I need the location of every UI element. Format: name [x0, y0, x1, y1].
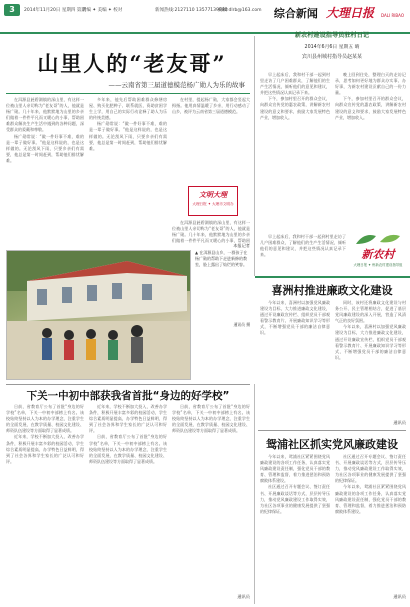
xizhou-story-paragraph: 同时，该村还将廉政文化建设与村务公开、民主管理相结合，促进了基层党风廉政建设的深入开展，营造了风清气正的良好氛围。 — [335, 300, 406, 324]
page-number-badge: 3 — [4, 4, 20, 16]
main-story-paragraph: 杨广勋常说：“做一件好事不难，难的是一辈子做好事。”他是这样说的，也是这样做的。无论刮风下雨，只要乡亲们有需要，他总是第一时间赶到，帮助他们排忧解难。 — [6, 133, 84, 163]
sidebar-rule — [255, 276, 410, 278]
xizhou-story-paragraph: 今年以来，喜洲村以加强党风廉政建设为目标，大力推进廉政文化建设，通过开设廉政宣传栏、组织党员干部观看警示教育片、开展廉政知识学习等形式，不断增强党员干部的廉洁自律意识。 — [335, 324, 406, 360]
section-name: 综合新闻 — [273, 7, 318, 20]
main-story-paragraph: 在洱源县茈碧湖镇的深山里，有这样一位被山里人亲切称为“老友哥”的人，他就是杨广勋。几十年来，他默默地为山里的乡亲们做着一件件平凡而又暖心的小事，帮助困 — [172, 220, 250, 244]
lujun-story-paragraph: 今年以来，鸳浦社区紧紧围绕党风廉政建设的各项工作任务，认真落实党风廉政建设责任制，强化党员干部的教育、管理和监督，着力推进惩治和预防腐败体系建设。 — [335, 484, 406, 514]
story-rule — [258, 430, 406, 431]
news-photo — [6, 250, 191, 380]
sidebar-date: 2014年6月6日 星期五 晴 — [304, 45, 360, 50]
sidebar-paragraph: 晚上回到住处，整理白天的走访记录，思考如何更好地为群众办实事、办好事，为新农村建设贡献自己的一份力量。 — [335, 72, 406, 96]
xizhou-story-column-1 — [260, 300, 330, 424]
school-story-paragraph: 日前，省教育厅公布了首批“身边的好学校”名单，下关一中初中部榜上有名。该校始终坚持以人为本的办学理念，注重学生的全面发展，在教学质量、校园文化建设、师资队伍建设等方面取得了显著成绩。 — [89, 434, 167, 464]
issue-date: 2014年11月20日 星期四 第期 — [24, 8, 86, 13]
editor-credits: 责编 ✦ 美编 ✦ 校对 — [82, 8, 123, 13]
new-countryside-badge — [350, 230, 406, 270]
paper-pinyin: DALI RIBAO — [381, 13, 404, 18]
main-story-column-2 — [89, 97, 167, 247]
main-story-paragraph: 杨广勋常说：“做一件好事不难，难的是一辈子做好事。”他是这样说的，也是这样做的。无论刮风下雨，只要乡亲们有需要，他总是第一时间赶到，帮助他们排忧解难。 — [89, 121, 167, 151]
xizhou-story-headline: 喜洲村推进廉政文化建设 — [271, 284, 393, 297]
contribution-email: 投稿:dlrb@163.com — [218, 8, 262, 13]
masthead — [274, 2, 404, 20]
headline-rule — [6, 93, 250, 94]
section-rule — [6, 384, 250, 385]
stamp-subtitle: 大理日报 ✦ 大理市文明办 — [192, 202, 234, 206]
sidebar-column-tail — [260, 234, 346, 274]
sidebar-header — [258, 26, 406, 70]
school-story-column-2 — [89, 404, 167, 600]
sidebar-column-2 — [335, 72, 406, 228]
lujun-story-headline: 鸳浦社区抓实党风廉政建设 — [266, 438, 398, 451]
lujun-story-paragraph: 社区通过召开专题会议、签订责任书、开展廉政谈话等方式，层层传导压力，推动党风廉政建设工作取得实效，为社区各项事业的健康发展提供了坚强的纪律保证。 — [260, 484, 330, 514]
main-story-headline: 山里人的“老友哥” — [37, 51, 227, 76]
news-hotline: 新闻热线:2127110 13577139880 — [155, 8, 228, 13]
paper-name: 大理日报 — [325, 6, 374, 20]
lujun-story-column-1 — [260, 454, 330, 598]
stamp-title: 文明大理 — [199, 190, 227, 199]
school-story-column-3 — [172, 404, 250, 592]
civilization-stamp — [188, 186, 238, 216]
sidebar-paragraph: 早上起床后，我和村干部一起到村里走访了几户困难群众，了解他们的生产生活情况，倾听他们的意见和建议，并把这些情况认真记录下来。 — [260, 72, 330, 96]
lujun-story-paragraph: 社区通过召开专题会议、签订责任书、开展廉政谈话等方式，层层传导压力，推动党风廉政建设工作取得实效，为社区各项事业的健康发展提供了坚强的纪律保证。 — [335, 454, 406, 484]
lujun-story-column-2 — [335, 454, 406, 592]
lujun-story-paragraph: 今年以来，鸳浦社区紧紧围绕党风廉政建设的各项工作任务，认真落实党风廉政建设责任制，强化党员干部的教育、管理和监督，着力推进惩治和预防腐败体系建设。 — [260, 454, 330, 484]
school-story-byline: 通讯员 — [237, 594, 250, 599]
sidebar-title: 新农村建设指导员驻村日记 — [294, 32, 370, 39]
school-story-paragraph: 日前，省教育厅公布了首批“身边的好学校”名单，下关一中初中部榜上有名。该校始终坚持以人为本的办学理念，注重学生的全面发展，在教学质量、校园文化建设、师资队伍建设等方面取得了显著成绩。 — [172, 404, 250, 434]
sidebar-paragraph: 下午，参加村里召开的群众会议，向群众宣传党的惠农政策，讲解新农村建设的意义和要求，鼓励大家发展特色产业，增加收入。 — [260, 96, 330, 120]
school-story-paragraph: 近年来，学校不断加大投入，改善办学条件，积极开展丰富多彩的校园活动，学生综合素质明显提高，办学特色日益鲜明，得到了社会各界和学生家长的广泛认可和好评。 — [89, 404, 167, 434]
main-story-paragraph: 在洱源县茈碧湖镇的深山里，有这样一位被山里人亲切称为“老友哥”的人，他就是杨广勋。几十年来，他默默地为山里的乡亲们做着一件件平凡而又暖心的小事，帮助困难群众解决生产生活中遇到的各种问题，深受群众的爱戴和尊敬。 — [6, 97, 84, 133]
school-building-photo-graphic — [7, 251, 191, 380]
xizhou-story-paragraph: 今年以来，喜洲村以加强党风廉政建设为目标，大力推进廉政文化建设，通过开设廉政宣传栏、组织党员干部观看警示教育片、开展廉政知识学习等形式，不断增强党员干部的廉洁自律意识。 — [260, 300, 330, 336]
school-story-paragraph: 近年来，学校不断加大投入，改善办学条件，积极开展丰富多彩的校园活动，学生综合素质明显提高，办学特色日益鲜明，得到了社会各界和学生家长的广泛认可和好评。 — [6, 434, 84, 464]
school-story-paragraph: 日前，省教育厅公布了首批“身边的好学校”名单，下关一中初中部榜上有名。该校始终坚持以人为本的办学理念，注重学生的全面发展，在教学质量、校园文化建设、师资队伍建设等方面取得了显著成绩。 — [6, 404, 84, 434]
sidebar-paragraph: 早上起床后，我和村干部一起到村里走访了几户困难群众，了解他们的生产生活情况，倾听他们的意见和建议，并把这些情况认真记录下来。 — [260, 234, 346, 258]
sidebar-paragraph: 下午，参加村里召开的群众会议，向群众宣传党的惠农政策，讲解新农村建设的意义和要求，鼓励大家发展特色产业，增加收入。 — [335, 96, 406, 120]
main-story-column-3-tail — [172, 220, 250, 244]
badge-subtitle: 大理日报 ✦ 州新农村建设指导组 — [353, 263, 403, 267]
photo-credit: 通讯员 摄 — [233, 322, 250, 327]
leaf-icon — [350, 230, 406, 246]
main-story-column-3 — [172, 97, 250, 183]
main-story-paragraph: 在村里，提起杨广勋，大家都会竖起大拇指。他用真情温暖了乡亲，用行动感动了山乡，被评为云南省第三届道德模范。 — [172, 97, 250, 115]
photo-caption: ▲ 在洱源县山乡，一群孩子在杨广勋的帮助下走进新修的教室，脸上露出了灿烂的笑容。 — [195, 250, 248, 267]
column-divider — [254, 36, 255, 276]
lujun-story-byline: 通讯员 — [393, 594, 406, 599]
main-story-byline: 本报记者 — [233, 243, 250, 248]
main-story-paragraph: 多年来，他先后帮助困难群众修缮房屋、购买化肥种子、联系就医，资助贫困学生上学，用自己的实际行动诠释了助人为乐的传统美德。 — [89, 97, 167, 121]
sidebar-column-1 — [260, 72, 330, 232]
xizhou-story-byline: 通讯员 — [393, 420, 406, 425]
main-story-subtitle: ——云南省第三届道德模范杨广勋人为乐的故事 — [108, 81, 245, 89]
xizhou-story-column-2 — [335, 300, 406, 418]
school-story-column-1 — [6, 404, 84, 600]
column-divider-lower — [254, 384, 255, 604]
sidebar-subtitle: 宾川县州城村指导员赵某某 — [301, 54, 362, 60]
school-story-headline: 下关一中初中部获我省首批“身边的好学校” — [26, 390, 230, 402]
main-story-column-1 — [6, 97, 84, 247]
badge-title: 新农村 — [361, 248, 395, 261]
